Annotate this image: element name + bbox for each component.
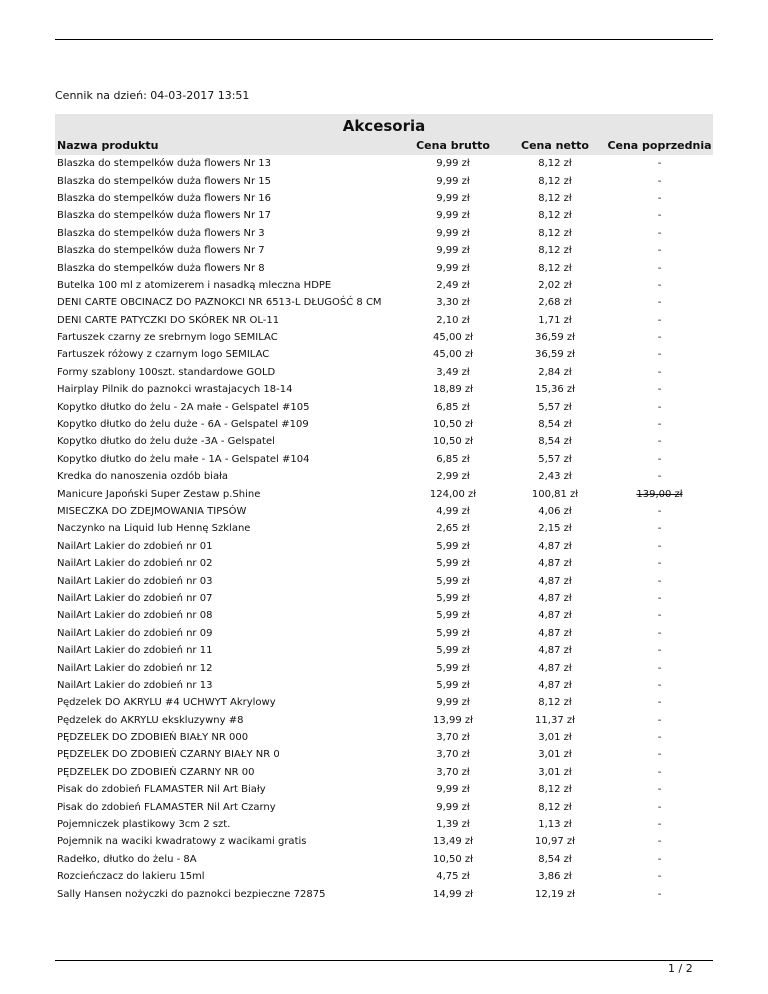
table-row xyxy=(55,416,713,433)
previous-price-cell: - xyxy=(657,349,662,361)
gross-price-cell: 9,99 zł xyxy=(436,801,470,813)
net-price-cell: 4,87 zł xyxy=(538,627,572,639)
net-price-cell: 5,57 zł xyxy=(538,401,572,413)
previous-price-cell: - xyxy=(657,175,662,187)
net-price-cell: 1,71 zł xyxy=(538,314,572,326)
gross-price-cell: 3,70 zł xyxy=(436,749,470,761)
gross-price-cell: 1,39 zł xyxy=(436,819,470,831)
column-header-name: Nazwa produktu xyxy=(55,137,402,155)
table-row xyxy=(55,607,713,624)
net-price-cell: 4,87 zł xyxy=(538,575,572,587)
gross-price-cell: 10,50 zł xyxy=(433,419,473,431)
previous-price-cell: - xyxy=(657,645,662,657)
previous-price-cell: - xyxy=(657,714,662,726)
gross-price-cell: 9,99 zł xyxy=(436,175,470,187)
table-row xyxy=(55,398,713,415)
previous-price-cell: - xyxy=(657,245,662,257)
table-row xyxy=(55,642,713,659)
table-row xyxy=(55,364,713,381)
net-price-cell: 3,01 zł xyxy=(538,749,572,761)
product-name-cell: Blaszka do stempelków duża flowers Nr 3 xyxy=(57,227,265,239)
table-row xyxy=(55,451,713,468)
net-price-cell: 36,59 zł xyxy=(535,349,575,361)
gross-price-cell: 2,10 zł xyxy=(436,314,470,326)
table-row xyxy=(55,520,713,537)
gross-price-cell: 10,50 zł xyxy=(433,436,473,448)
previous-price-cell: - xyxy=(657,384,662,396)
previous-price-cell: - xyxy=(657,332,662,344)
product-name-cell: Pojemniczek plastikowy 3cm 2 szt. xyxy=(57,819,231,831)
table-row xyxy=(55,312,713,329)
product-name-cell: Formy szablony 100szt. standardowe GOLD xyxy=(57,366,276,378)
gross-price-cell: 3,30 zł xyxy=(436,297,470,309)
previous-price-cell: - xyxy=(657,662,662,674)
previous-price-cell: - xyxy=(657,279,662,291)
product-name-cell: Blaszka do stempelków duża flowers Nr 16 xyxy=(57,192,271,204)
gross-price-cell: 9,99 zł xyxy=(436,262,470,274)
gross-price-cell: 5,99 zł xyxy=(436,592,470,604)
table-row xyxy=(55,659,713,676)
net-price-cell: 3,01 zł xyxy=(538,732,572,744)
product-name-cell: NailArt Lakier do zdobień nr 02 xyxy=(57,558,213,570)
gross-price-cell: 9,99 zł xyxy=(436,784,470,796)
net-price-cell: 8,54 zł xyxy=(538,419,572,431)
gross-price-cell: 9,99 zł xyxy=(436,227,470,239)
product-name-cell: Hairplay Pilnik do paznokci wrastajacych 18-14 xyxy=(57,384,293,396)
gross-price-cell: 18,89 zł xyxy=(433,384,473,396)
table-row xyxy=(55,433,713,450)
previous-price-cell: - xyxy=(657,627,662,639)
net-price-cell: 15,36 zł xyxy=(535,384,575,396)
gross-price-cell: 13,49 zł xyxy=(433,836,473,848)
previous-price-cell: - xyxy=(657,453,662,465)
table-row xyxy=(55,590,713,607)
table-row xyxy=(55,851,713,868)
net-price-cell: 1,13 zł xyxy=(538,819,572,831)
net-price-cell: 4,87 zł xyxy=(538,679,572,691)
net-price-cell: 10,97 zł xyxy=(535,836,575,848)
product-name-cell: Rozcieńczacz do lakieru 15ml xyxy=(57,871,205,883)
table-row xyxy=(55,885,713,902)
net-price-cell: 2,43 zł xyxy=(538,471,572,483)
net-price-cell: 8,12 zł xyxy=(538,262,572,274)
previous-price-cell: 139,00 zł xyxy=(636,488,683,500)
previous-price-cell: - xyxy=(657,297,662,309)
price-table xyxy=(55,137,713,903)
table-row xyxy=(55,729,713,746)
gross-price-cell: 4,99 zł xyxy=(436,506,470,517)
net-price-cell: 2,84 zł xyxy=(538,366,572,378)
previous-price-cell: - xyxy=(657,471,662,483)
gross-price-cell: 5,99 zł xyxy=(436,627,470,639)
table-row xyxy=(55,677,713,694)
previous-price-cell: - xyxy=(657,871,662,883)
table-row xyxy=(55,764,713,781)
previous-price-cell: - xyxy=(657,697,662,709)
table-row xyxy=(55,781,713,798)
table-row xyxy=(55,207,713,224)
previous-price-cell: - xyxy=(657,558,662,570)
net-price-cell: 4,87 zł xyxy=(538,645,572,657)
product-name-cell: Sally Hansen nożyczki do paznokci bezpieczne 72875 xyxy=(57,888,326,900)
table-row xyxy=(55,225,713,242)
table-row xyxy=(55,746,713,763)
previous-price-cell: - xyxy=(657,610,662,622)
product-name-cell: Kopytko dłutko do żelu małe - 1A - Gelspatel #104 xyxy=(57,453,310,465)
net-price-cell: 5,57 zł xyxy=(538,453,572,465)
previous-price-cell: - xyxy=(657,853,662,865)
product-name-cell: Fartuszek różowy z czarnym logo SEMILAC xyxy=(57,349,270,361)
gross-price-cell: 2,49 zł xyxy=(436,279,470,291)
gross-price-cell: 4,75 zł xyxy=(436,871,470,883)
product-name-cell: PĘDZELEK DO ZDOBIEŃ BIAŁY NR 000 xyxy=(57,732,249,744)
table-row xyxy=(55,625,713,642)
net-price-cell: 8,12 zł xyxy=(538,210,572,222)
column-header-brutto: Cena brutto xyxy=(402,137,504,155)
table-row xyxy=(55,798,713,815)
table-row xyxy=(55,190,713,207)
net-price-cell: 8,12 zł xyxy=(538,227,572,239)
net-price-cell: 100,81 zł xyxy=(531,488,579,500)
table-row xyxy=(55,294,713,311)
table-row xyxy=(55,381,713,398)
product-name-cell: Pędzelek DO AKRYLU #4 UCHWYT Akrylowy xyxy=(57,697,276,709)
net-price-cell: 8,12 zł xyxy=(538,245,572,257)
gross-price-cell: 5,99 zł xyxy=(436,540,470,552)
page-number: 1 / 2 xyxy=(668,962,693,975)
table-row xyxy=(55,329,713,346)
previous-price-cell: - xyxy=(657,506,662,517)
previous-price-cell: - xyxy=(657,888,662,900)
previous-price-cell: - xyxy=(657,314,662,326)
previous-price-cell: - xyxy=(657,401,662,413)
gross-price-cell: 2,65 zł xyxy=(436,523,470,535)
net-price-cell: 2,02 zł xyxy=(538,279,572,291)
table-row xyxy=(55,172,713,189)
product-name-cell: NailArt Lakier do zdobień nr 03 xyxy=(57,575,213,587)
previous-price-cell: - xyxy=(657,540,662,552)
previous-price-cell: - xyxy=(657,158,662,170)
table-row xyxy=(55,503,713,520)
product-name-cell: PĘDZELEK DO ZDOBIEŃ CZARNY BIAŁY NR 0 xyxy=(57,749,280,761)
net-price-cell: 8,12 zł xyxy=(538,175,572,187)
table-row xyxy=(55,538,713,555)
product-name-cell: Blaszka do stempelków duża flowers Nr 15 xyxy=(57,175,271,187)
product-name-cell: NailArt Lakier do zdobień nr 08 xyxy=(57,610,213,622)
net-price-cell: 4,06 zł xyxy=(538,506,572,517)
category-title: Akcesoria xyxy=(55,114,713,137)
previous-price-cell: - xyxy=(657,575,662,587)
net-price-cell: 4,87 zł xyxy=(538,592,572,604)
table-row xyxy=(55,277,713,294)
gross-price-cell: 2,99 zł xyxy=(436,471,470,483)
net-price-cell: 2,68 zł xyxy=(538,297,572,309)
column-header-netto: Cena netto xyxy=(504,137,606,155)
gross-price-cell: 9,99 zł xyxy=(436,192,470,204)
gross-price-cell: 9,99 zł xyxy=(436,210,470,222)
product-name-cell: NailArt Lakier do zdobień nr 12 xyxy=(57,662,213,674)
table-row xyxy=(55,468,713,485)
gross-price-cell: 3,49 zł xyxy=(436,366,470,378)
previous-price-cell: - xyxy=(657,227,662,239)
previous-price-cell: - xyxy=(657,679,662,691)
gross-price-cell: 10,50 zł xyxy=(433,853,473,865)
table-row xyxy=(55,694,713,711)
net-price-cell: 4,87 zł xyxy=(538,558,572,570)
previous-price-cell: - xyxy=(657,262,662,274)
net-price-cell: 36,59 zł xyxy=(535,332,575,344)
product-name-cell: Pisak do zdobień FLAMASTER Nil Art Biały xyxy=(57,784,266,796)
table-row xyxy=(55,242,713,259)
product-name-cell: Blaszka do stempelków duża flowers Nr 7 xyxy=(57,245,265,257)
table-row xyxy=(55,485,713,502)
previous-price-cell: - xyxy=(657,366,662,378)
gross-price-cell: 9,99 zł xyxy=(436,245,470,257)
product-name-cell: Pojemnik na waciki kwadratowy z wacikami gratis xyxy=(57,836,307,848)
net-price-cell: 4,87 zł xyxy=(538,610,572,622)
net-price-cell: 8,12 zł xyxy=(538,801,572,813)
bottom-rule xyxy=(55,960,713,961)
previous-price-cell: - xyxy=(657,784,662,796)
previous-price-cell: - xyxy=(657,801,662,813)
table-row xyxy=(55,572,713,589)
category-section xyxy=(55,114,713,903)
previous-price-cell: - xyxy=(657,749,662,761)
net-price-cell: 3,86 zł xyxy=(538,871,572,883)
product-name-cell: Naczynko na Liquid lub Hennę Szklane xyxy=(57,523,251,535)
previous-price-cell: - xyxy=(657,523,662,535)
product-name-cell: Butelka 100 ml z atomizerem i nasadką mleczna HDPE xyxy=(57,279,332,291)
gross-price-cell: 3,70 zł xyxy=(436,732,470,744)
previous-price-cell: - xyxy=(657,836,662,848)
previous-price-cell: - xyxy=(657,819,662,831)
product-name-cell: Kopytko dłutko do żelu - 2A małe - Gelspatel #105 xyxy=(57,401,310,413)
product-name-cell: NailArt Lakier do zdobień nr 01 xyxy=(57,540,213,552)
product-name-cell: Pędzelek do AKRYLU ekskluzywny #8 xyxy=(57,714,244,726)
gross-price-cell: 6,85 zł xyxy=(436,401,470,413)
gross-price-cell: 5,99 zł xyxy=(436,610,470,622)
price-list-date: Cennik na dzień: 04-03-2017 13:51 xyxy=(55,89,250,102)
table-row xyxy=(55,155,713,172)
product-name-cell: MISECZKA DO ZDEJMOWANIA TIPSÓW xyxy=(57,506,247,517)
gross-price-cell: 3,70 zł xyxy=(436,766,470,778)
table-row xyxy=(55,816,713,833)
gross-price-cell: 9,99 zł xyxy=(436,697,470,709)
net-price-cell: 8,54 zł xyxy=(538,853,572,865)
product-name-cell: NailArt Lakier do zdobień nr 07 xyxy=(57,592,213,604)
gross-price-cell: 124,00 zł xyxy=(429,488,477,500)
net-price-cell: 3,01 zł xyxy=(538,766,572,778)
product-name-cell: Radełko, dłutko do żelu - 8A xyxy=(57,853,197,865)
net-price-cell: 8,12 zł xyxy=(538,784,572,796)
product-name-cell: PĘDZELEK DO ZDOBIEŃ CZARNY NR 00 xyxy=(57,766,255,778)
product-name-cell: DENI CARTE PATYCZKI DO SKÓREK NR OL-11 xyxy=(57,314,280,326)
previous-price-cell: - xyxy=(657,192,662,204)
net-price-cell: 11,37 zł xyxy=(535,714,575,726)
product-name-cell: NailArt Lakier do zdobień nr 13 xyxy=(57,679,213,691)
previous-price-cell: - xyxy=(657,732,662,744)
gross-price-cell: 14,99 zł xyxy=(433,888,473,900)
product-name-cell: Blaszka do stempelków duża flowers Nr 13 xyxy=(57,158,271,170)
gross-price-cell: 5,99 zł xyxy=(436,679,470,691)
product-name-cell: Kredka do nanoszenia ozdób biała xyxy=(57,471,229,483)
gross-price-cell: 5,99 zł xyxy=(436,575,470,587)
previous-price-cell: - xyxy=(657,592,662,604)
gross-price-cell: 45,00 zł xyxy=(433,349,473,361)
net-price-cell: 8,54 zł xyxy=(538,436,572,448)
product-name-cell: Kopytko dłutko do żelu duże - 6A - Gelspatel #109 xyxy=(57,419,309,431)
gross-price-cell: 5,99 zł xyxy=(436,558,470,570)
table-row xyxy=(55,259,713,276)
product-name-cell: DENI CARTE OBCINACZ DO PAZNOKCI NR 6513-L DŁUGOŚĆ 8 CM xyxy=(57,297,382,309)
table-row xyxy=(55,833,713,850)
gross-price-cell: 45,00 zł xyxy=(433,332,473,344)
net-price-cell: 8,12 zł xyxy=(538,192,572,204)
previous-price-cell: - xyxy=(657,210,662,222)
table-row xyxy=(55,555,713,572)
gross-price-cell: 5,99 zł xyxy=(436,645,470,657)
product-name-cell: NailArt Lakier do zdobień nr 09 xyxy=(57,627,213,639)
table-row xyxy=(55,346,713,363)
product-name-cell: Manicure Japoński Super Zestaw p.Shine xyxy=(57,488,261,500)
net-price-cell: 8,12 zł xyxy=(538,158,572,170)
product-name-cell: Kopytko dłutko do żelu duże -3A - Gelspatel xyxy=(57,436,275,448)
product-name-cell: Blaszka do stempelków duża flowers Nr 17 xyxy=(57,210,271,222)
previous-price-cell: - xyxy=(657,766,662,778)
gross-price-cell: 13,99 zł xyxy=(433,714,473,726)
table-row xyxy=(55,868,713,885)
table-row xyxy=(55,712,713,729)
net-price-cell: 8,12 zł xyxy=(538,697,572,709)
gross-price-cell: 6,85 zł xyxy=(436,453,470,465)
product-name-cell: NailArt Lakier do zdobień nr 11 xyxy=(57,645,213,657)
previous-price-cell: - xyxy=(657,436,662,448)
product-name-cell: Blaszka do stempelków duża flowers Nr 8 xyxy=(57,262,265,274)
net-price-cell: 12,19 zł xyxy=(535,888,575,900)
column-header-previous: Cena poprzednia xyxy=(606,137,713,155)
gross-price-cell: 9,99 zł xyxy=(436,158,470,170)
net-price-cell: 2,15 zł xyxy=(538,523,572,535)
gross-price-cell: 5,99 zł xyxy=(436,662,470,674)
table-header-row xyxy=(55,137,713,155)
net-price-cell: 4,87 zł xyxy=(538,662,572,674)
net-price-cell: 4,87 zł xyxy=(538,540,572,552)
top-rule xyxy=(55,39,713,40)
product-name-cell: Pisak do zdobień FLAMASTER Nil Art Czarny xyxy=(57,801,276,813)
product-name-cell: Fartuszek czarny ze srebrnym logo SEMILAC xyxy=(57,332,278,344)
previous-price-cell: - xyxy=(657,419,662,431)
